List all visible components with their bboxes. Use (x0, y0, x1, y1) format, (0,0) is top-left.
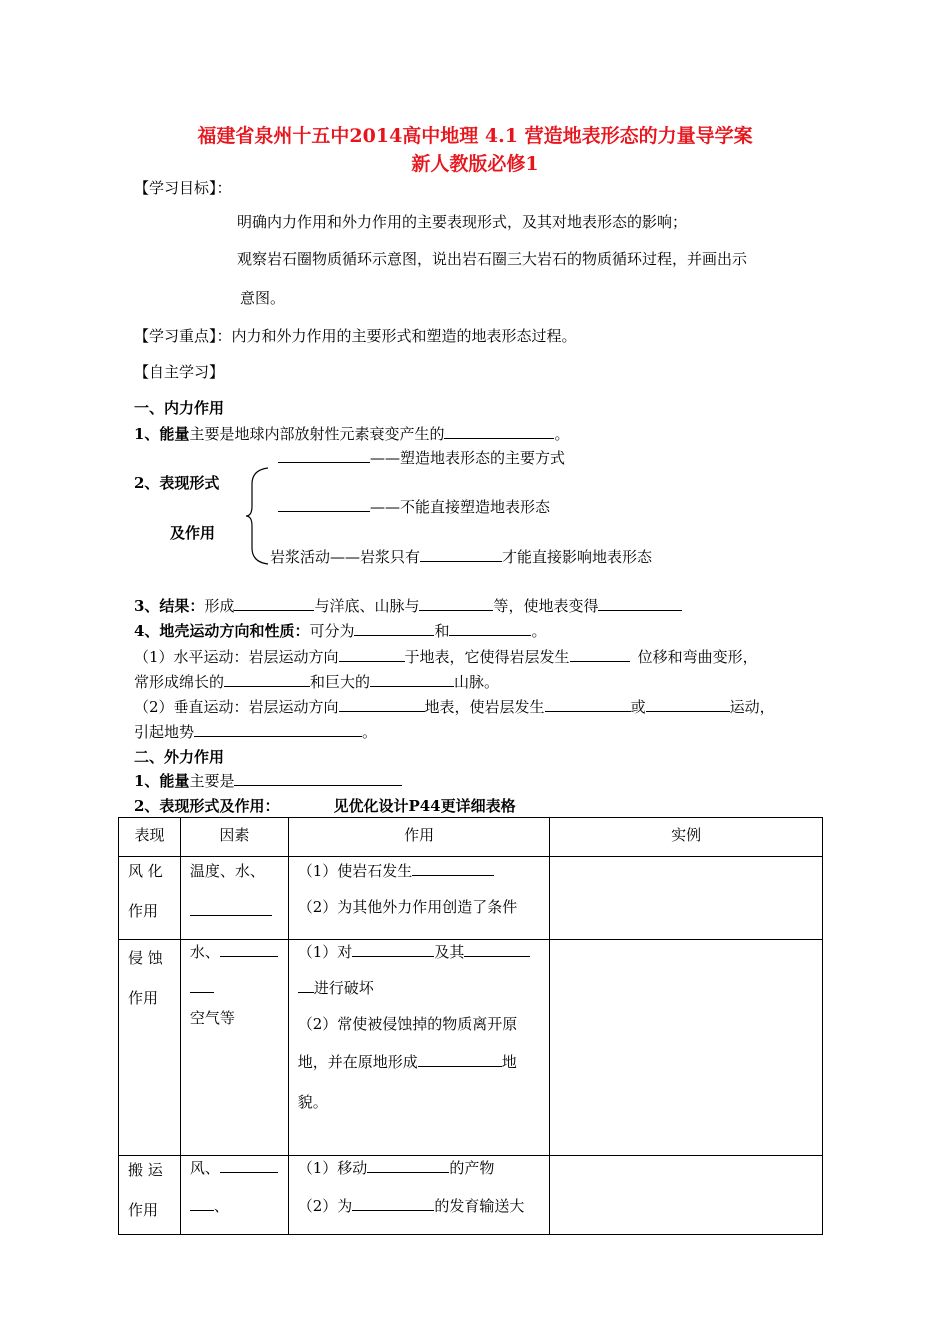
brace-blank-3[interactable] (420, 547, 502, 562)
erosion-example[interactable] (550, 940, 823, 1156)
result-blank-2[interactable] (419, 596, 493, 611)
erosion-factor-1: 水、 (190, 942, 278, 962)
horiz-text-a: （1）水平运动：岩层运动方向 (134, 648, 339, 666)
vert-text-f: 。 (362, 723, 378, 741)
result-text-1: 形成 (204, 597, 235, 615)
transport-effect-1: （1）移动 的产物 (297, 1159, 495, 1177)
erosion-factor-2: 空气等 (189, 1009, 235, 1027)
horiz-blank-2[interactable] (570, 647, 630, 662)
table-row-transport (119, 1156, 823, 1235)
transport-example[interactable] (550, 1156, 823, 1235)
erosion-factor-blank[interactable] (190, 978, 214, 998)
horiz-text-b: 于地表，它使得岩层发生 (404, 648, 570, 666)
header-performance: 表现 (119, 818, 181, 857)
erosion-effect-1: （1）对 及其 (298, 942, 531, 962)
outer-energy-line (134, 771, 402, 791)
weathering-name-2: 作用 (128, 902, 159, 920)
erosion-name-1: 侵 蚀 (128, 949, 163, 967)
outer-energy-text: 主要是 (189, 772, 235, 790)
weathering-effect-1: （1）使岩石发生 (298, 861, 495, 881)
outer-forms-label: 2、表现形式及作用： (134, 797, 280, 815)
vertical-motion-line-2 (134, 722, 377, 742)
self-study-heading: 【自主学习】 (134, 363, 225, 381)
vert-text-c: 或 (630, 698, 646, 716)
forms-label: 2、表现形式 (134, 474, 220, 492)
vert-blank-2[interactable] (545, 697, 631, 712)
result-text-3: 等，使地表变得 (493, 597, 599, 615)
goal-item-1: 明确内力作用和外力作用的主要表现形式，及其对地表形态的影响； (237, 213, 688, 231)
result-text-2: 与洋底、山脉与 (314, 597, 420, 615)
horiz-blank-3[interactable] (224, 672, 310, 687)
inner-energy-label: 1、能量 (134, 425, 190, 443)
motion-line (134, 621, 547, 641)
transport-factor-1: 风、 (190, 1158, 278, 1178)
header-example: 实例 (550, 818, 823, 857)
header-factor: 因素 (180, 818, 288, 857)
horiz-text-e: 和巨大的 (310, 673, 371, 691)
vert-blank-1[interactable] (339, 697, 425, 712)
brace-item-3-text-b: 才能直接影响地表形态 (502, 548, 653, 566)
erosion-effect-2: （2）常使被侵蚀掉的物质离开原 (297, 1015, 518, 1033)
horiz-blank-1[interactable] (339, 647, 405, 662)
result-line (134, 596, 682, 616)
brace-blank-1[interactable] (278, 448, 370, 463)
outer-forms-line (134, 796, 516, 816)
vert-text-b: 地表，使岩层发生 (424, 698, 545, 716)
inner-energy-blank[interactable] (444, 424, 554, 439)
focus-heading: 【学习重点】 (134, 327, 217, 345)
transport-effect-2: （2）为 的发育输送大 (297, 1197, 525, 1215)
brace-item-1 (278, 448, 565, 468)
section2-heading: 二、外力作用 (134, 748, 225, 766)
erosion-effect-2-end: 貌。 (297, 1093, 328, 1111)
result-blank-3[interactable] (598, 596, 682, 611)
motion-blank-1[interactable] (354, 621, 434, 636)
motion-blank-2[interactable] (449, 621, 531, 636)
vert-text-a: （2）垂直运动：岩层运动方向 (134, 698, 339, 716)
weathering-effect-2: （2）为其他外力作用创造了条件 (297, 898, 518, 916)
horiz-blank-4[interactable] (370, 672, 454, 687)
document-subtitle: 新人教版必修1 (411, 153, 539, 175)
horizontal-motion-line (134, 647, 758, 667)
brace-item-3 (270, 547, 652, 567)
table-row-weathering (119, 857, 823, 940)
vert-blank-3[interactable] (646, 697, 730, 712)
section1-heading: 一、内力作用 (134, 399, 225, 417)
outer-forms-note: 见优化设计P44更详细表格 (333, 797, 516, 815)
table-row-erosion (119, 940, 823, 1156)
transport-name-1: 搬 运 (128, 1161, 163, 1179)
outer-energy-label: 1、能量 (134, 772, 190, 790)
goal-item-2: 观察岩石圈物质循环示意图，说出岩石圈三大岩石的物质循环过程，并画出示 (237, 250, 748, 268)
vertical-motion-line (134, 697, 775, 717)
inner-energy-end: 。 (554, 425, 570, 443)
transport-name-2: 作用 (128, 1201, 159, 1219)
erosion-name-2: 作用 (128, 989, 159, 1007)
header-effect: 作用 (288, 818, 550, 857)
vert-blank-4[interactable] (194, 722, 362, 737)
horiz-text-c: 位移和弯曲变形， (637, 648, 758, 666)
focus-line (134, 326, 577, 346)
outer-energy-blank[interactable] (234, 771, 402, 786)
horiz-text-f: 山脉。 (454, 673, 500, 691)
brace-item-2-text: ——不能直接塑造地表形态 (370, 498, 551, 516)
brace-item-1-text: ——塑造地表形态的主要方式 (370, 449, 566, 467)
transport-factor-2: 、 (190, 1196, 229, 1216)
goal-item-2-cont: 意图。 (240, 289, 286, 307)
outer-forces-table (118, 817, 823, 1235)
result-label: 3、结果： (134, 597, 205, 615)
erosion-effect-2-cont: 地，并在原地形成 地 (297, 1053, 517, 1071)
weathering-example[interactable] (550, 857, 823, 940)
vert-text-d: 运动， (729, 698, 775, 716)
goals-heading: 【学习目标】： (134, 179, 232, 197)
motion-text-2: 和 (434, 622, 450, 640)
motion-text-1: 可分为 (309, 622, 355, 640)
brace-item-3-text-a: 岩浆活动——岩浆只有 (270, 548, 421, 566)
weathering-name-1: 风 化 (128, 862, 163, 880)
erosion-effect-1-cont: 进行破坏 (298, 978, 374, 998)
brace-item-2 (278, 497, 550, 517)
inner-energy-text: 主要是地球内部放射性元素衰变产生的 (189, 425, 445, 443)
inner-energy-line (134, 424, 569, 444)
weathering-factor: 温度、水、 (189, 862, 265, 880)
motion-label: 4、地壳运动方向和性质： (134, 622, 310, 640)
horiz-text-d: 常形成绵长的 (134, 673, 225, 691)
weathering-factor-blank[interactable] (190, 901, 272, 921)
motion-end: 。 (531, 622, 547, 640)
table-header-row (119, 818, 823, 857)
forms-label-2: 及作用 (170, 524, 216, 542)
horizontal-motion-line-2 (134, 672, 499, 692)
document-title: 福建省泉州十五中2014高中地理 4.1 营造地表形态的力量导学案 (197, 125, 753, 147)
vert-text-e: 引起地势 (134, 723, 195, 741)
focus-text: ：内力和外力作用的主要形式和塑造的地表形态过程。 (216, 327, 577, 345)
brace-blank-2[interactable] (278, 497, 370, 512)
result-blank-1[interactable] (234, 596, 314, 611)
